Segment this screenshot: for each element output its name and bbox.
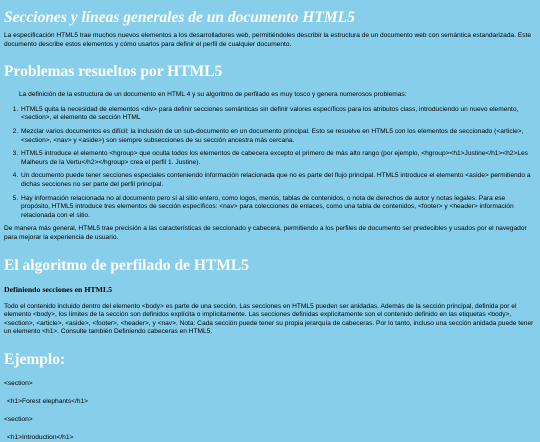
list-item: 4. Un documento puede tener secciones especiales conteniendo información relacionada que no es parte del flujo principal. HTML5 introduce el elemento <aside> permitiendo a dichas secciones no ser parte del perfil principal. xyxy=(20,172,535,189)
problems-list xyxy=(4,106,535,221)
code-line: <h1>Forest elephants</h1> xyxy=(7,397,89,405)
problems-summary: De manera más general, HTML5 trae precisión a las características de seccionado y cabecera, permitiendo a los perfiles de documento ser predecibles y usados por el navegador para mejorar la experiencia de usuario. xyxy=(4,225,527,241)
example-heading: Ejemplo: xyxy=(4,350,66,368)
code-line: <section> xyxy=(4,379,33,387)
code-line: <section> xyxy=(4,415,33,423)
list-item: 1. HTML5 quita la necesidad de elementos <div> para definir secciones semánticas sin definir valores específicos para los atributos class, introduciendo un nuevo elemento, <section>, el elemento de sección HTML xyxy=(20,106,535,123)
algorithm-paragraph: Todo el contenido incluido dentro del elemento <body> es parte de una sección. Las secciones en HTML5 pueden ser anidadas. Además de la sección principal, definida por el elemento <body>, los límites de la sección son definidos explícita o implícitamente. Las secciones definidas explícitamente son el contenido definido en las etiquetas <body>, <section>, <article>, <aside>, <footer>, <header>, y <nav>. Nota: Cada sección puede tener su propia jerarquía de cabeceras. Por lo tanto, incluso una sección anidada puede tener un elemento <h1>. Consulte también Definiendo cabeceras en HTML5. xyxy=(4,302,534,336)
algorithm-heading: El algoritmo de perfilado de HTML5 xyxy=(4,256,249,274)
code-line: <h1>Introduction</h1> xyxy=(7,433,74,441)
problems-lead: La definición de la estructura de un documento en HTML 4 y su algoritmo de perfilado es muy tosco y genera numerosos problemas: xyxy=(19,91,407,99)
problems-heading: Problemas resueltos por HTML5 xyxy=(4,63,223,81)
list-item: 2. Mezclar varios documentos es difícil: la inclusión de un sub-documento en un documento principal. Esto se resuelve en HTML5 con los elementos de seccionado (<article>, <section>, <nav> y <aside>) son siempre subsecciones de su sección ancestra más cercana. xyxy=(20,128,535,145)
algorithm-subheading: Definiendo secciones en HTML5 xyxy=(4,284,113,294)
list-item: 5. Hay información relacionada no al documento pero sí al sitio entero, como logos, menús, tablas de contenidos, o nota de derechos de autor y notas legales. Para ese propósito, HTML5 introduce tres elementos de sección específicos: <nav> para colecciones de enlaces, como una tabla de contenidos, <footer> y <header> información relacionada con el sitio. xyxy=(20,195,535,221)
intro-paragraph: La especificación HTML5 trae muchos nuevos elementos a los desarrolladores web, permitiéndoles describir la estructura de un documento web con semántica estandarizada. Este documento describe estos elementos y cómo usarlos para definir el perfil de cualquier documento. xyxy=(4,32,532,48)
list-item: 3. HTML5 introduce el elemento <hgroup> que oculta todos los elementos de cabecera excepto el primero de más alto rango (por ejemplo, <hgroup><h1>Justine</h1><h2>Les Malheurs de la Vertu</h2></hgroup> crea el perfil 1. Justine). xyxy=(20,150,535,167)
page-title: Secciones y líneas generales de un documento HTML5 xyxy=(4,9,355,26)
